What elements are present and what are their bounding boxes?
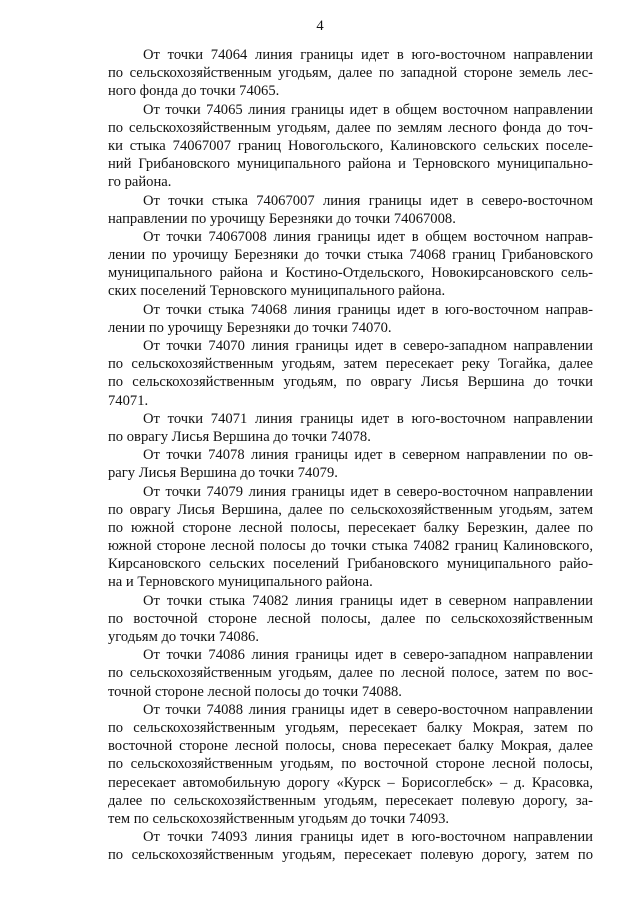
text-line: 74071. [108,392,149,409]
text-line: рагу Лисья Вершина до точки 74079. [108,465,338,482]
text-line: по сельскохозяйственным угодьям, пересекает балку Мокрая, затем по [108,719,593,736]
text-line: угодьям до точки 74086. [108,629,259,645]
text-line: по сельскохозяйственным угодьям, затем пересекает реку Тогайка, далее [108,356,593,373]
text-line: От точки 74078 линия границы идет в северном направлении по ов- [143,447,593,464]
text-line: ного фонда до точки 74065. [108,83,280,100]
text-line: по восточной стороне лесной полосы, далее по сельскохозяйственным [108,610,593,627]
text-line: пересекает автомобильную дорогу «Курск – Борисоглебск» – д. Красовка, [108,774,593,791]
text-line: ний Грибановского муниципального района и Терновского муниципально- [108,156,593,173]
text-line: От точки 74065 линия границы идет в общем восточном направлении [143,101,593,118]
text-line: по южной стороне лесной полосы, пересекает балку Березкин, далее по [108,519,593,536]
text-line: по сельскохозяйственным угодьям, далее по западной стороне земель лес- [108,65,593,82]
text-line: От точки стыка 74067007 линия границы идет в северо-восточном [143,192,593,209]
text-line: по сельскохозяйственным угодьям, по восточной стороне лесной полосы, [108,756,593,773]
document-body [108,46,593,864]
text-line: по сельскохозяйственным угодьям, далее по землям лесного фонда до точ- [108,119,593,136]
text-line: по сельскохозяйственным угодьям, по оврагу Лисья Вершина до точки [108,374,593,391]
text-line: лении по урочищу Березняки до точки 74070. [108,319,392,336]
text-line: по оврагу Лисья Вершина, далее по сельскохозяйственным угодьям, затем [108,501,593,518]
text-line: ки стыка 74067007 границ Новогольского, Калиновского сельских поселе- [108,137,593,154]
text-line: направлении по урочищу Березняки до точки 74067008. [108,210,456,227]
text-line: лении по урочищу Березняки до точки стыка 74068 границ Грибановского [108,247,593,264]
text-line: точной стороне лесной полосы до точки 74088. [108,683,402,700]
text-line: От точки 74086 линия границы идет в северо-западном направлении [143,647,593,664]
text-line: От точки 74088 линия границы идет в северо-восточном направлении [143,701,593,718]
text-line: по оврагу Лисья Вершина до точки 74078. [108,428,371,445]
text-line: От точки 74071 линия границы идет в юго-восточном направлении [143,410,593,427]
text-line: От точки стыка 74082 линия границы идет в северном направлении [143,592,593,609]
text-line: От точки 74064 линия границы идет в юго-восточном направлении [143,47,593,63]
text-line: От точки 74079 линия границы идет в северо-восточном направлении [143,483,593,500]
text-line: на и Терновского муниципального района. [108,574,373,591]
text-line: по сельскохозяйственным угодьям, пересекает полевую дорогу, затем по [108,847,593,864]
text-line: по сельскохозяйственным угодьям, далее по лесной полосе, затем по вос- [108,665,593,682]
text-line: От точки 74093 линия границы идет в юго-восточном направлении [143,829,593,846]
text-line: муниципального района и Костино-Отдельского, Новокирсановского сель- [108,265,593,282]
text-line: От точки стыка 74068 линия границы идет в юго-восточном направ- [143,301,593,318]
text-line: восточной стороне лесной полосы, снова пересекает балку Мокрая, далее [108,738,593,755]
text-line: далее по сельскохозяйственным угодьям, пересекает полевую дорогу, за- [108,792,593,809]
page-number: 4 [316,18,324,34]
text-line: тем по сельскохозяйственным угодьям до точки 74093. [108,810,450,827]
text-line: От точки 74067008 линия границы идет в общем восточном направ- [143,228,593,245]
text-line: го района. [108,174,172,191]
text-line: ских поселений Терновского муниципального района. [108,283,446,300]
text-line: От точки 74070 линия границы идет в северо-западном направлении [143,338,593,354]
text-line: Кирсановского сельских поселений Грибановского муниципального райо- [108,556,593,573]
text-line: южной стороне лесной полосы до точки стыка 74082 границ Калиновского, [108,538,593,555]
